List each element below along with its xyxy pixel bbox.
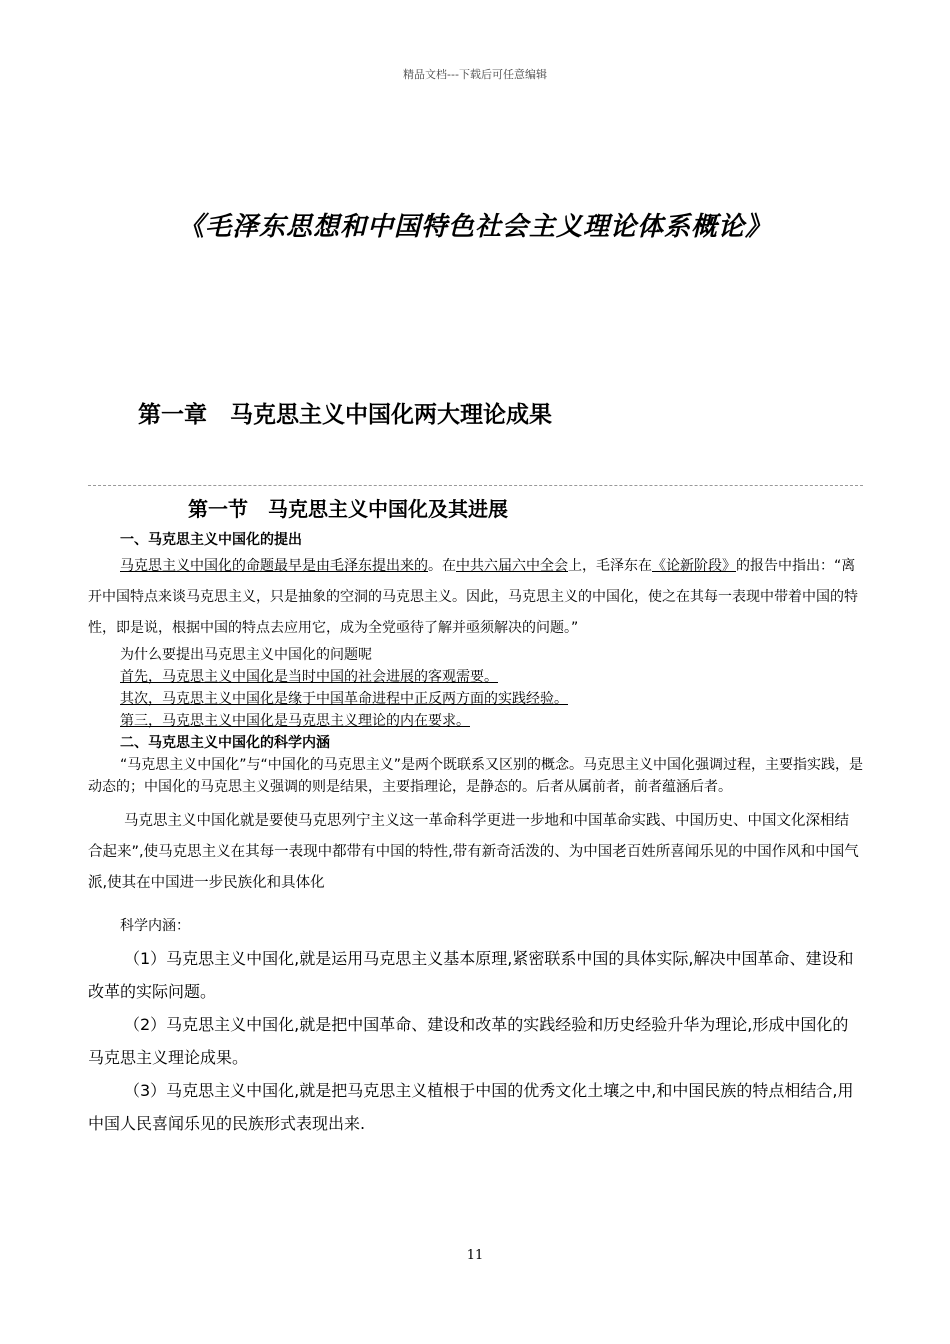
- underlined-phrase: 马克思主义中国化的命题最早是由毛泽东提出来的: [120, 558, 428, 574]
- dashed-divider: [88, 485, 863, 486]
- page-header: 精品文档---下载后可任意编辑: [403, 68, 547, 81]
- paragraph-definition: 马克思主义中国化就是要使马克思列宁主义这一革命科学更进一步地和中国革命实践、中国历史、中国文化深相结合起来”,使马克思主义在其每一表现中都带有中国的特性,带有新奇活泼的、为中国老百姓所喜闻乐见的中国作风和中国气派,使其在中国进一步民族化和具体化: [88, 813, 859, 891]
- connotation-item: （2）马克思主义中国化,就是把中国革命、建设和改革的实践经验和历史经验升华为理论,形成中国化的马克思主义理论成果。: [88, 1015, 849, 1067]
- question-line: 为什么要提出马克思主义中国化的问题呢: [120, 647, 372, 663]
- page-number: 11: [466, 1248, 484, 1263]
- underlined-phrase: 中共六届六中全会: [456, 558, 568, 574]
- connotation-item: （1）马克思主义中国化,就是运用马克思主义基本原理,紧密联系中国的具体实际,解决中国革命、建设和改革的实际问题。: [88, 949, 854, 1001]
- chapter-heading: 第一章 马克思主义中国化两大理论成果: [138, 402, 552, 428]
- text-run: 。在: [428, 558, 456, 574]
- text-run: 上，毛泽东在: [568, 558, 652, 574]
- underlined-phrase: 《论新阶段》: [652, 558, 736, 574]
- reason-item: [120, 666, 863, 688]
- subheading-proposal: 一、马克思主义中国化的提出: [120, 532, 302, 548]
- connotation-item: （3）马克思主义中国化,就是把马克思主义植根于中国的优秀文化土壤之中,和中国民族的特点相结合,用中国人民喜闻乐见的民族形式表现出来.: [88, 1081, 854, 1133]
- section-heading: 第一节 马克思主义中国化及其进展: [188, 497, 508, 521]
- document-body: [88, 529, 863, 1140]
- subheading-connotation: 二、马克思主义中国化的科学内涵: [120, 735, 330, 751]
- reason-text: 第三，马克思主义中国化是马克思主义理论的内在要求。: [120, 713, 470, 729]
- connotation-label: 科学内涵：: [120, 918, 190, 934]
- paragraph-concepts: “马克思主义中国化”与“中国化的马克思主义”是两个既联系又区别的概念。马克思主义中国化强调过程，主要指实践，是动态的；中国化的马克思主义强调的则是结果，主要指理论，是静态的。后者从属前者，前者蕴涵后者。: [88, 757, 864, 795]
- paragraph-origin: [88, 551, 863, 644]
- book-title: 《毛泽东思想和中国特色社会主义理论体系概论》: [177, 212, 772, 242]
- reason-item: [120, 710, 863, 732]
- text-run: 的报告中指出：“离开中国特点来谈马克思主义，只是抽象的空洞的马克思主义。因此，马克思主义的中国化，使之在其每一表现中带着中国的特性，即是说，根据中国的特点去应用它，成为全党亟待了解并亟须解决的问题。”: [88, 558, 858, 636]
- reason-text: 其次，马克思主义中国化是缘于中国革命进程中正反两方面的实践经验。: [120, 691, 568, 707]
- reason-text: 首先，马克思主义中国化是当时中国的社会进展的客观需要。: [120, 669, 498, 685]
- reason-item: [120, 688, 863, 710]
